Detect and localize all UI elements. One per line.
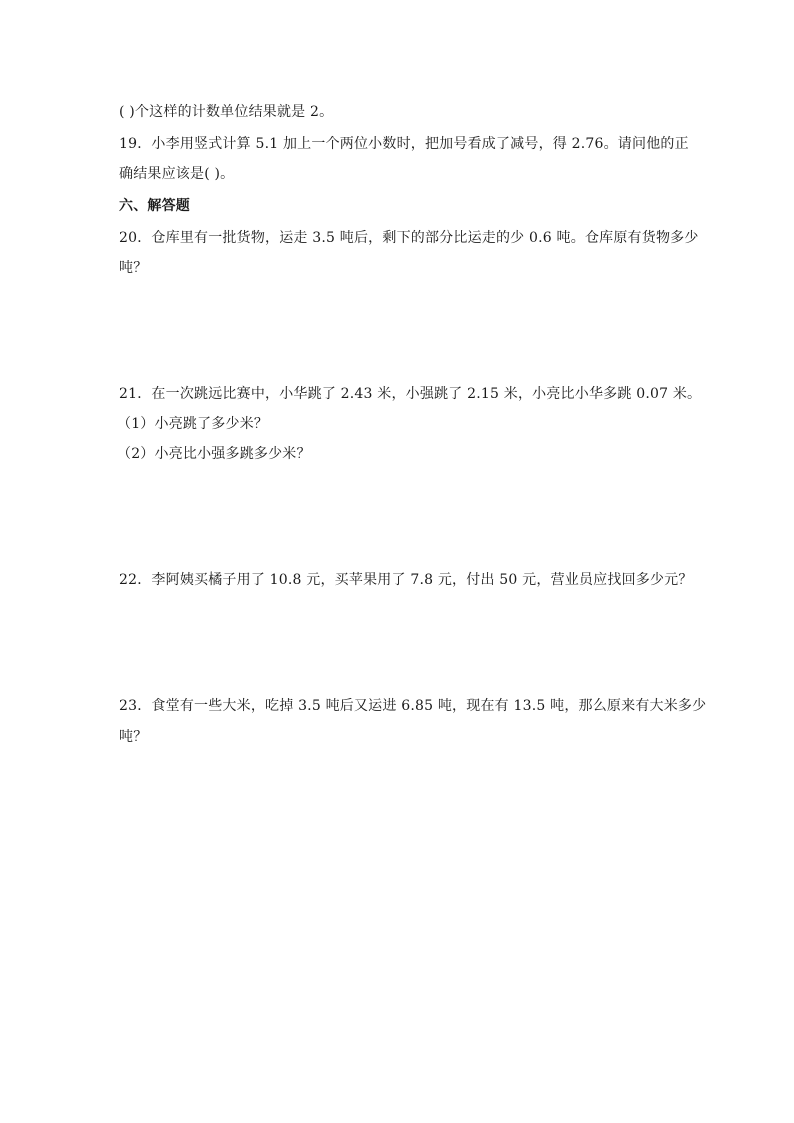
question-22-line-1: 22．李阿姨买橘子用了 10.8 元，买苹果用了 7.8 元，付出 50 元，营业员应找回多少元？ — [119, 572, 693, 588]
question-23-line-2: 吨？ — [119, 729, 148, 745]
question-21-subquestion-1: （1）小亮跳了多少米？ — [117, 416, 269, 432]
section-heading-6: 六、解答题 — [119, 198, 190, 214]
question-21-subquestion-2: （2）小亮比小强多跳多少米？ — [117, 446, 311, 462]
question-18-tail: ( )个这样的计数单位结果就是 2。 — [119, 104, 334, 120]
question-19-line-2: 确结果应该是( )。 — [119, 166, 235, 182]
question-20-line-2: 吨？ — [119, 260, 148, 276]
question-21-line-1: 21．在一次跳远比赛中，小华跳了 2.43 米，小强跳了 2.15 米，小亮比小华多跳 0.07 米。 — [119, 386, 702, 402]
question-23-line-1: 23．食堂有一些大米，吃掉 3.5 吨后又运进 6.85 吨，现在有 13.5 吨，那么原来有大米多少 — [119, 698, 707, 714]
question-19-line-1: 19．小李用竖式计算 5.1 加上一个两位小数时，把加号看成了减号，得 2.76。请问他的正 — [119, 136, 689, 152]
question-20-line-1: 20．仓库里有一批货物，运走 3.5 吨后，剩下的部分比运走的少 0.6 吨。仓库原有货物多少 — [119, 230, 699, 246]
